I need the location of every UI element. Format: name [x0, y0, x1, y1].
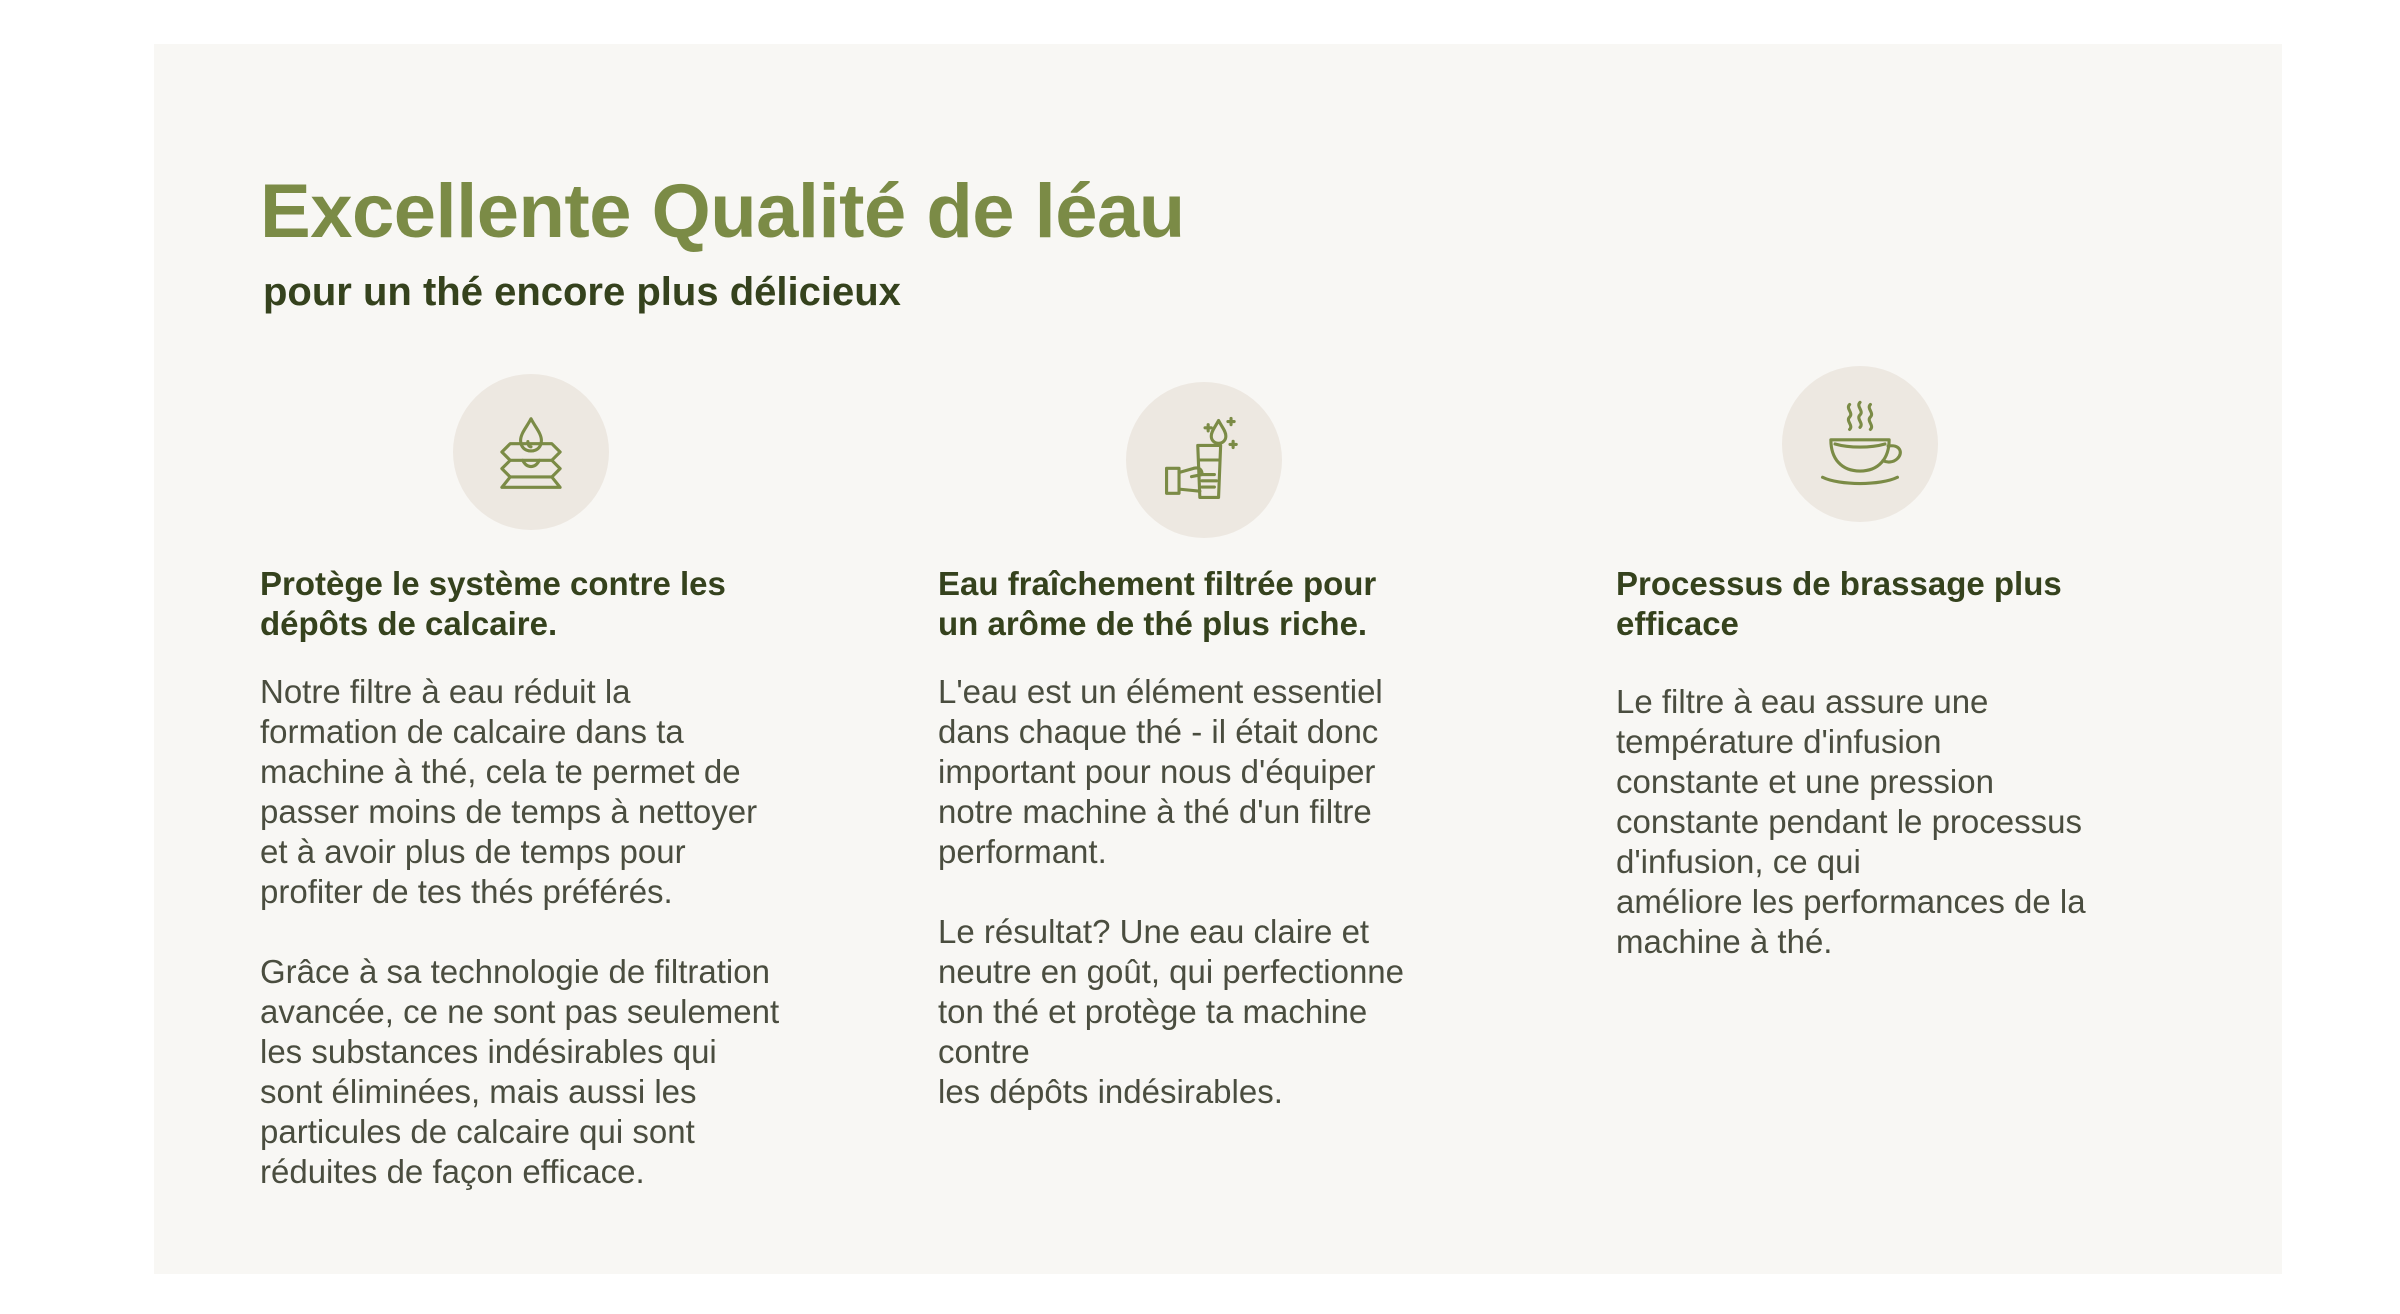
- feature-title: Protège le système contre les dépôts de calcaire.: [260, 565, 726, 642]
- feature-description: L'eau est un élément essentiel dans chaque thé - il était donc important pour nous d'équiper notre machine à thé d'un filtre performant. Le résultat? Une eau claire et neutre en goût, qui perfectionne ton thé et protège ta machine contre les dépôts indésirables.: [938, 673, 1405, 1110]
- page-subtitle: pour un thé encore plus délicieux: [263, 270, 901, 314]
- feature-icon-badge: [453, 374, 609, 530]
- steaming-tea-cup-icon: [1808, 392, 1912, 496]
- page-title: Excellente Qualité de léau: [260, 169, 1185, 254]
- feature-icon-badge: [1126, 382, 1282, 538]
- hand-holding-water-glass-icon: [1152, 408, 1256, 512]
- feature-description: Le filtre à eau assure une température d'infusion constante et une pression constante pendant le processus d'infusion, ce qui améliore les performances de la machine à thé.: [1616, 683, 2086, 960]
- feature-title: Eau fraîchement filtrée pour un arôme de thé plus riche.: [938, 565, 1377, 642]
- water-filter-layers-icon: [479, 400, 583, 504]
- feature-description: Notre filtre à eau réduit la formation de calcaire dans ta machine à thé, cela te permet de passer moins de temps à nettoyer et à avoir plus de temps pour profiter de tes thés préférés. Grâce à sa technologie de filtration avancée, ce ne sont pas seulement les substances indésirables qui sont éliminées, mais aussi les particules de calcaire qui sont réduites de façon efficace.: [260, 673, 780, 1190]
- feature-icon-badge: [1782, 366, 1938, 522]
- feature-title: Processus de brassage plus efficace: [1616, 565, 2062, 642]
